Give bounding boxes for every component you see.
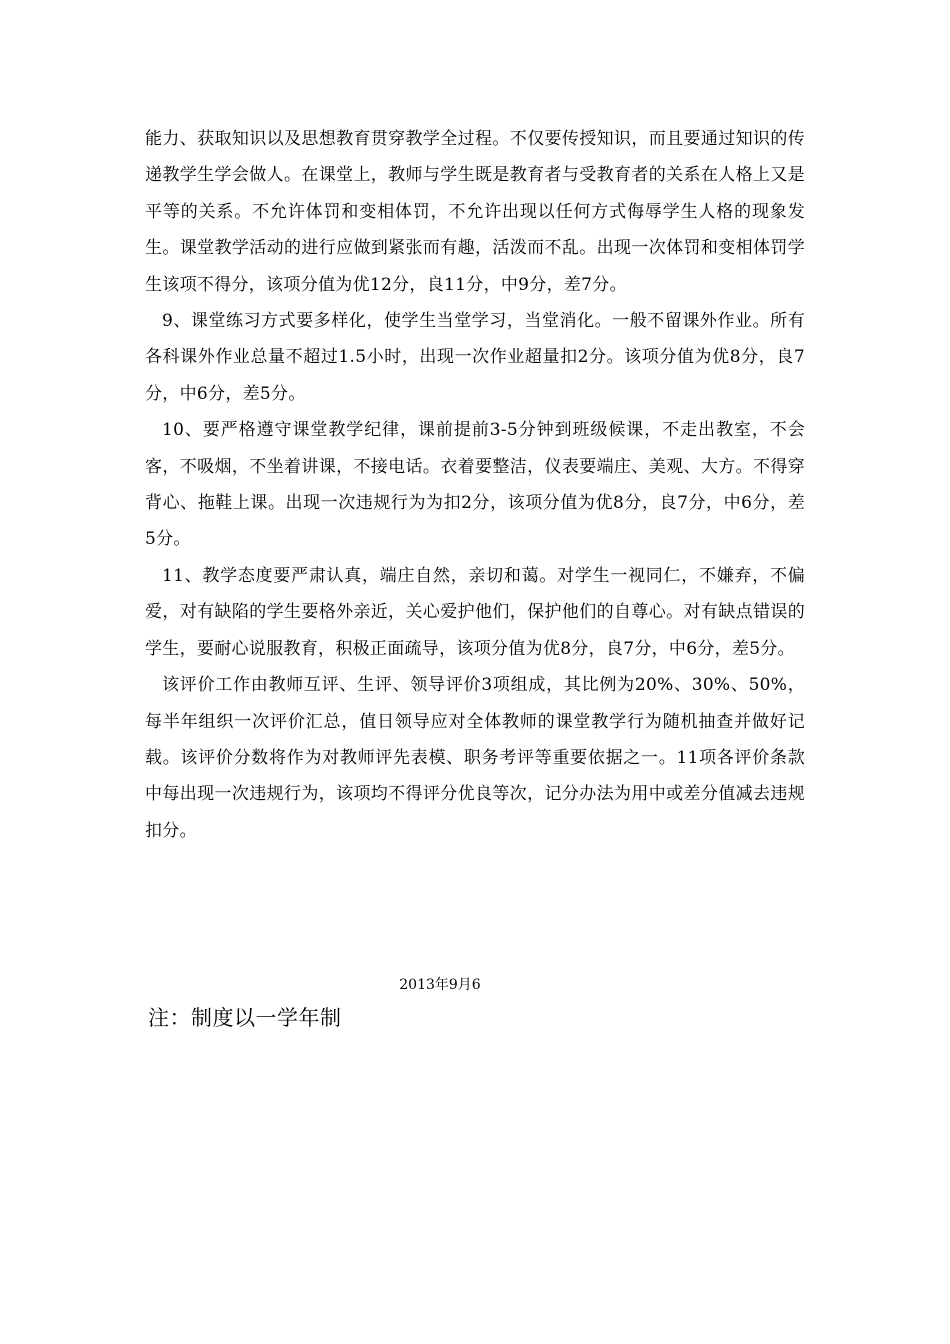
paragraph-item-9: 9、课堂练习方式要多样化，使学生当堂学习，当堂消化。一般不留课外作业。所有各科课外作业总量不超过1.5小时，出现一次作业超量扣2分。该项分值为优8分，良7分，中6分，差5分。 (145, 311, 805, 404)
paragraph-1: 能力、获取知识以及思想教育贯穿教学全过程。不仅要传授知识，而且要通过知识的传递教学生学会做人。在课堂上，教师与学生既是教育者与受教育者的关系在人格上又是平等的关系。不允许体罚和变相体罚，不允许出现以任何方式侮辱学生人格的现象发生。课堂教学活动的进行应做到紧张而有趣，活泼而不乱。出现一次体罚和变相体罚学生该项不得分，该项分值为优12分，良11分，中9分，差7分。 (145, 129, 805, 295)
paragraph-item-10: 10、要严格遵守课堂教学纪律，课前提前3-5分钟到班级候课，不走出教室，不会客，不吸烟，不坐着讲课，不接电话。衣着要整洁，仪表要端庄、美观、大方。不得穿背心、拖鞋上课。出现一次违规行为为扣2分，该项分值为优8分，良7分，中6分，差5分。 (145, 420, 805, 550)
paragraph-evaluation-summary: 该评价工作由教师互评、生评、领导评价3项组成，其比例为20%、30%、50%，每半年组织一次评价汇总，值日领导应对全体教师的课堂教学行为随机抽查并做好记载。该评价分数将作为对教师评先表模、职务考评等重要依据之一。11项各评价条款中每出现一次违规行为，该项均不得评分优良等次，记分办法为用中或差分值减去违规扣分。 (145, 675, 805, 841)
paragraph-item-11: 11、教学态度要严肃认真，端庄自然，亲切和蔼。对学生一视同仁，不嫌弃，不偏爱，对有缺陷的学生要格外亲近，关心爱护他们，保护他们的自尊心。对有缺点错误的学生，要耐心说服教育，积极正面疏导，该项分值为优8分，良7分，中6分，差5分。 (145, 565, 805, 659)
document-date: 2013年9月6 (399, 977, 481, 993)
document-body (145, 121, 805, 849)
document-note: 注：制度以一学年制 (148, 1006, 342, 1030)
